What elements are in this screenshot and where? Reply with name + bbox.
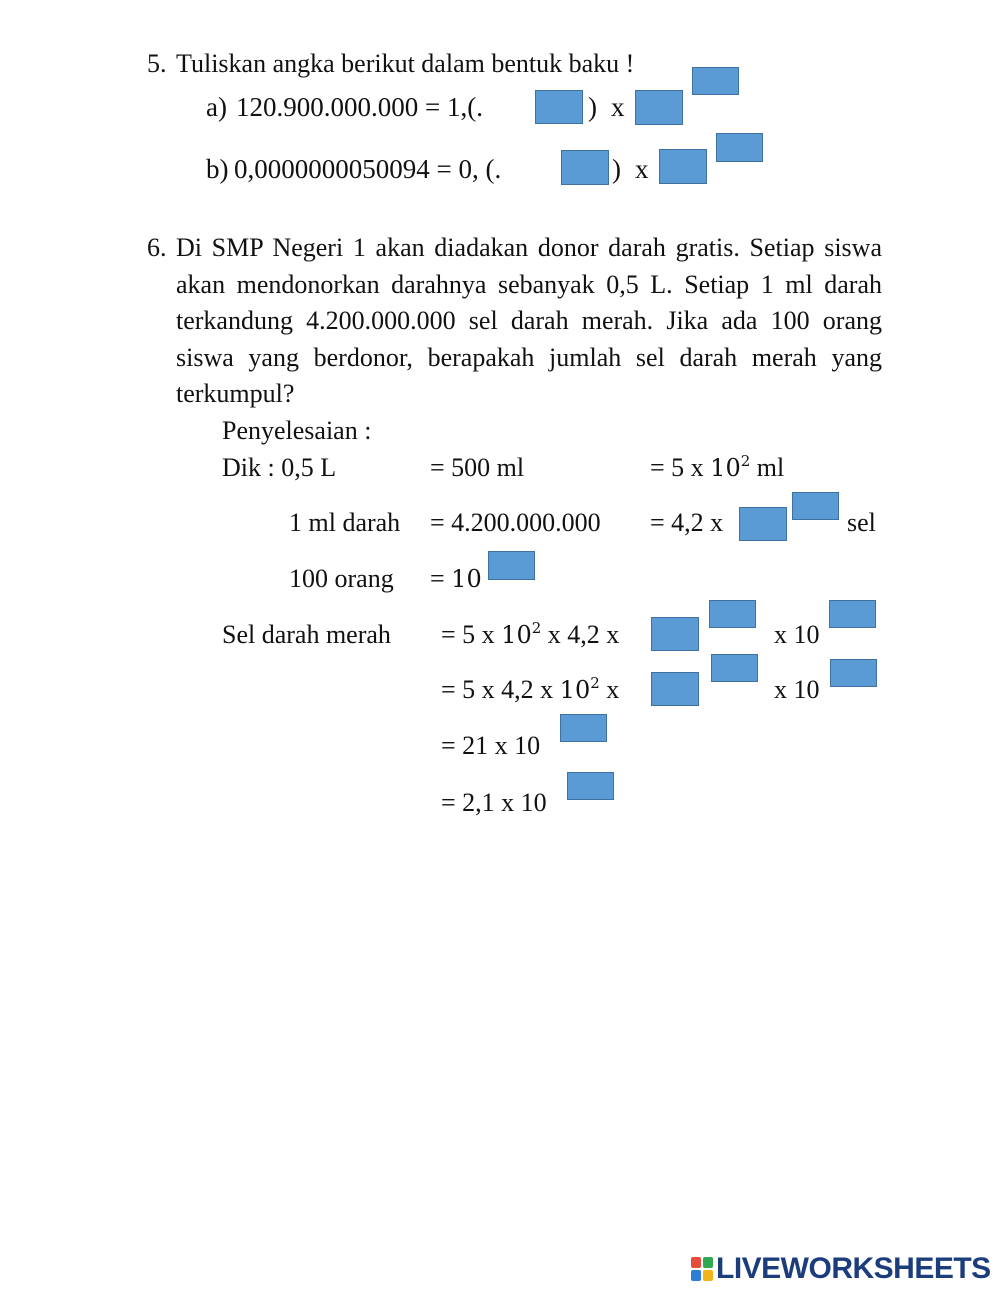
q5a-base-box[interactable] [635,90,683,125]
q5b-digits-box[interactable] [561,150,609,185]
sel-line3: = 21 x 10 [441,731,541,760]
logo-square-yellow [703,1270,713,1281]
q5b-close-paren: ) [612,154,621,184]
sel-line4-exponent-box[interactable] [567,772,614,800]
sel-label: Sel darah merah [222,620,391,649]
q5a-digits-box[interactable] [535,90,583,124]
q5a-close-paren: ) [588,92,597,122]
liveworksheets-logo [691,1254,991,1284]
logo-square-green [703,1257,713,1268]
dik-label: Dik : 0,5 L [222,453,337,482]
sel-line2-box-2[interactable] [711,654,758,682]
q5b-times: x [635,154,649,184]
darah-eq1: = 4.200.000.000 [430,508,601,537]
q5a-times: x [611,92,625,122]
logo-square-blue [691,1270,701,1281]
q5a-expression: 120.900.000.000 = 1,(. [236,92,483,122]
q5b-expression: 0,0000000050094 = 0, (. [234,154,502,184]
logo-text: LIVEWORKSHEETS [716,1252,991,1285]
q5b-label: b) [206,154,229,184]
q5-answer-box-1[interactable] [692,67,739,95]
dik-eq1: = 500 ml [430,453,525,482]
dik-eq2: = 5 x $10^2$ ml [650,452,785,482]
liveworksheets-mark-icon [691,1257,713,1281]
q5-prompt: Tuliskan angka berikut dalam bentuk baku ! [176,49,635,78]
q6-paragraph: Di SMP Negeri 1 akan diadakan donor darah gratis. Setiap siswa akan mendonorkan darahnya sebanyak 0,5 L. Setiap 1 ml darah terkandung 4.200.000.000 sel darah merah. Jika ada 100 orang siswa yang berdonor, berapakah jumlah sel darah merah yang terkumpul? [176,233,882,408]
orang-exponent-box[interactable] [488,551,535,580]
sel-line4: = 2,1 x 10 [441,788,547,817]
q5a-label: a) [206,92,227,122]
darah-exponent-box[interactable] [792,492,839,520]
sel-line2-box-1[interactable] [651,672,699,706]
solution-label: Penyelesaian : [222,416,372,445]
sel-line2: = 5 x 4,2 x $10^2$ x [441,674,620,704]
sel-line1-box-2[interactable] [709,600,756,628]
sel-line1-tail: x 10 [774,620,820,649]
darah-eq2-prefix: = 4,2 x [650,508,724,537]
orang-eq: = 10 [430,564,482,593]
q5b-base-box[interactable] [659,149,707,184]
q5b-exponent-box[interactable] [716,133,763,162]
sel-line2-exponent-box[interactable] [830,659,877,687]
logo-square-red [691,1257,701,1268]
sel-line1: = 5 x $10^2$ x 4,2 x [441,619,620,649]
orang-label: 100 orang [289,564,394,593]
darah-label: 1 ml darah [289,508,401,537]
q5-number: 5. [147,49,167,78]
darah-coefficient-box[interactable] [739,507,787,541]
darah-unit: sel [847,508,876,537]
sel-line1-exponent-box[interactable] [829,600,876,628]
q6-number: 6. [147,233,167,262]
sel-line1-box-1[interactable] [651,617,699,651]
sel-line2-tail: x 10 [774,675,820,704]
sel-line3-exponent-box[interactable] [560,714,607,742]
